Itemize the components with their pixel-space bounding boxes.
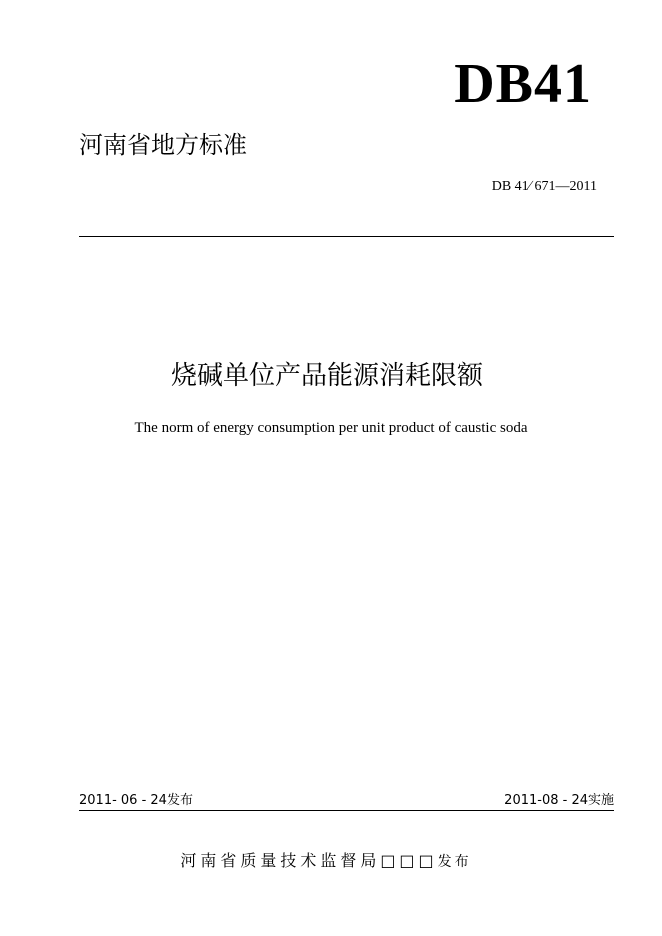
standard-number: DB 41∕ 671—2011	[491, 179, 597, 194]
date-row	[79, 792, 614, 810]
standard-type-heading: 河南省地方标准	[79, 131, 247, 159]
issue-date: 2011- 06 - 24发布	[79, 793, 193, 808]
issuer-line	[0, 850, 662, 873]
document-title-english: The norm of energy consumption per unit product of caustic soda	[134, 420, 528, 436]
implementation-date: 2011-08 - 24实施	[504, 793, 614, 808]
issuer-name: 河南省质量技术监督局□□□	[180, 851, 438, 870]
document-title-chinese: 烧碱单位产品能源消耗限额	[170, 361, 483, 391]
header-divider	[79, 236, 614, 237]
publish-label: 发布	[437, 854, 472, 870]
footer-divider	[79, 810, 614, 811]
standard-code-logo: DB41	[454, 53, 592, 115]
